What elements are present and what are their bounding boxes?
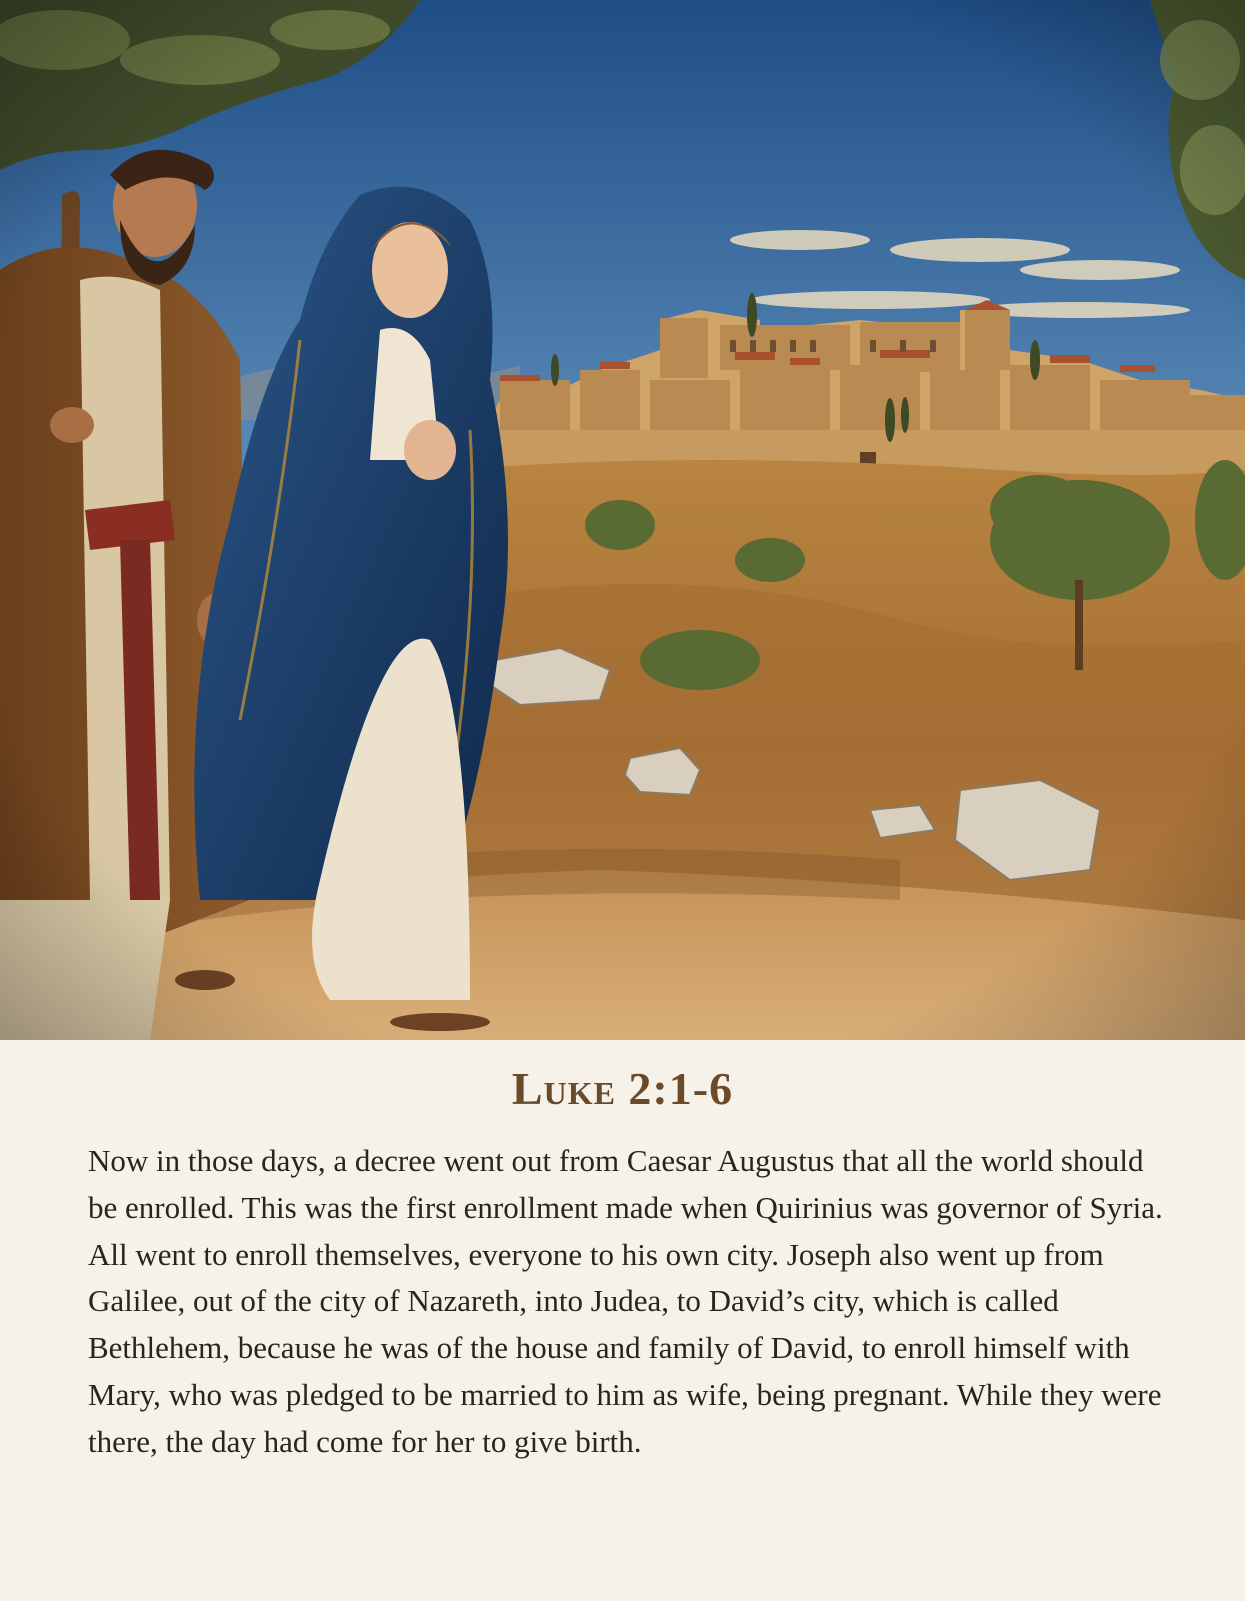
scripture-passage-text: Now in those days, a decree went out from Caesar Augustus that all the world should be enrolled. This was the first enrollment made when Quirinius was governor of Syria. All went to enroll themselves, everyone to his own city. Joseph also went up from Galilee, out of the city of Nazareth, into Judea, to David’s city, which is called Bethlehem, because he was of the house and family of David, to enroll himself with Mary, who was pledged to be married to him as wife, being pregnant. While they were there, the day had come for her to give birth. [88,1143,1163,1459]
passage-reference-title: Luke 2:1-6 [511,1063,734,1114]
